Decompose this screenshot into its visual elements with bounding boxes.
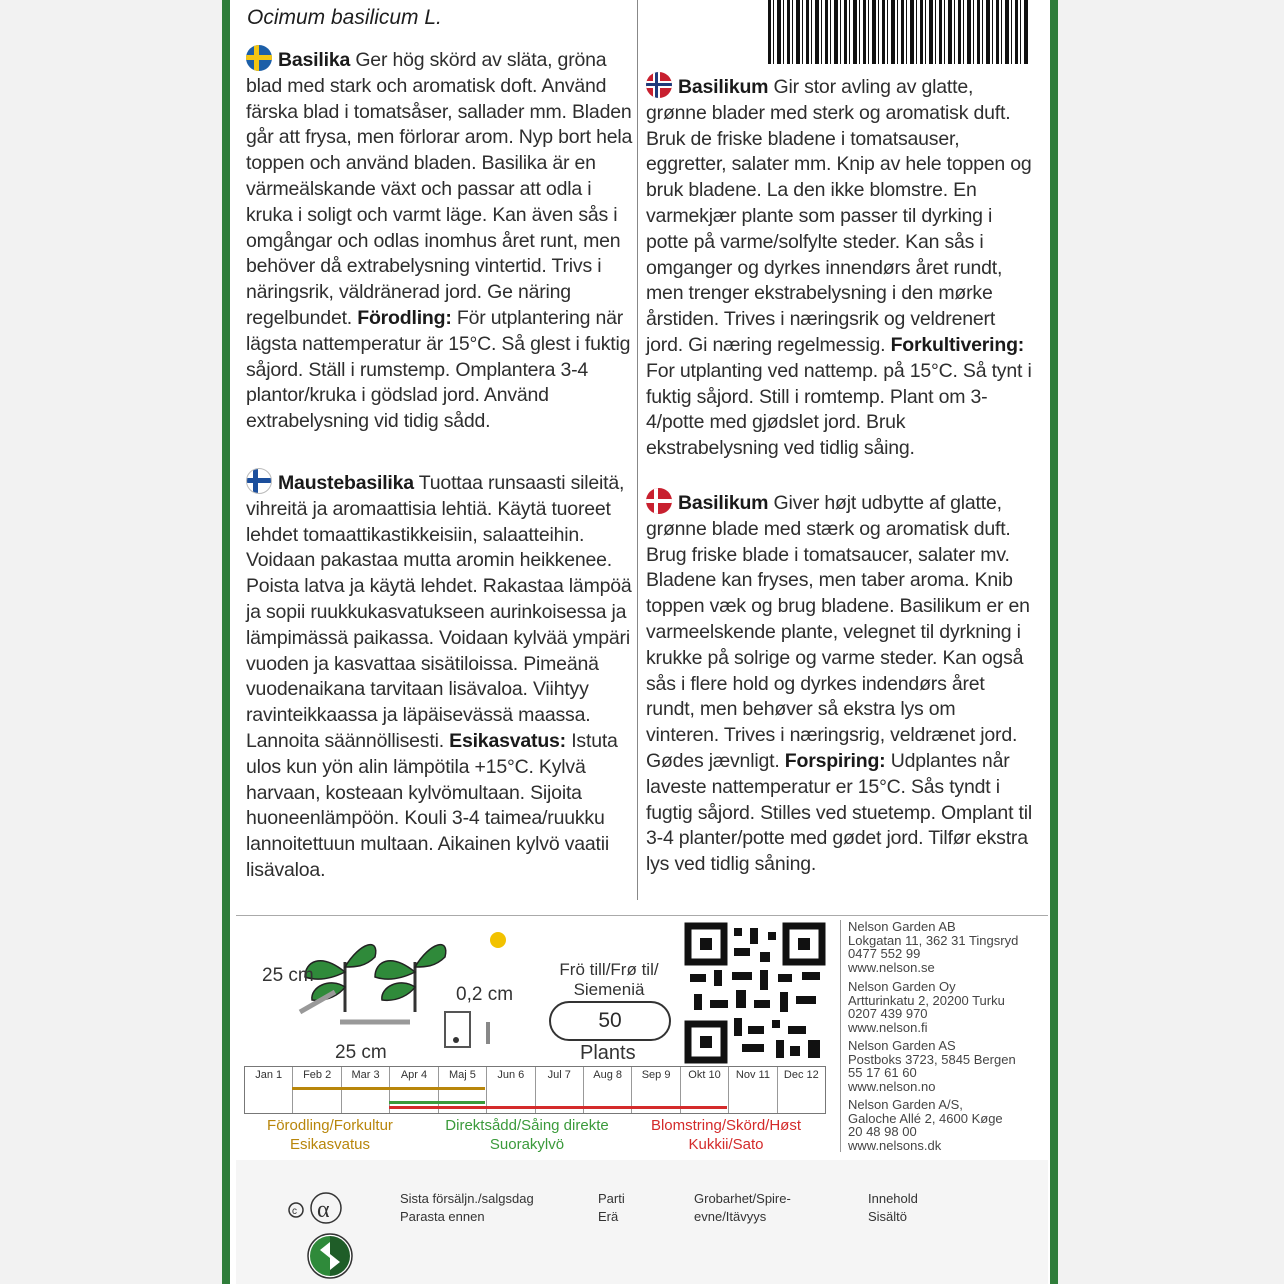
barcode: [768, 0, 1030, 64]
norwegian-section: [646, 72, 1032, 462]
content-line2: Sisältö: [868, 1209, 908, 1224]
norwegian-text: Gir stor avling av glatte, grønne blader med sterk og aromatisk duft. Bruk de friske bladene i tomatsauser, eggretter, salater mm. Knip av hele toppen og bruk bladene. La den ikke blomstre. En varmekjær plante som passer til dyrking i potte på varme/solfylte steder. Kan sås i omganger og dyrkes innendørs året rundt, men trenger ekstrabelysning i den mørke årstiden. Trives i næringsrik og veldrenert jord. Gi næring regelmessig.: [646, 76, 1032, 356]
calendar-month: Maj 5: [439, 1067, 487, 1113]
swedish-subheading: Förodling:: [357, 306, 452, 329]
contact-phone: 20 48 98 00: [848, 1124, 917, 1139]
green-dot-recycle-icon: [306, 1232, 354, 1280]
sell-by-line1: Sista försäljn./salgsdag: [400, 1191, 534, 1206]
norwegian-text-2: For utplanting ved nattemp. på 15°C. Så tynt i fuktig såjord. Still i romtemp. Plant om 3-4/potte med gjødslet jord. Bruk ekstrabelysning ved tidlig såing.: [646, 359, 1032, 460]
swedish-text: Ger hög skörd av släta, gröna blad med stark och aromatisk doft. Använd färska blad i tomatsåser, sallader mm. Bladen går att frysa, men förlorar arom. Nyp bort hela toppen och använd bladen. Basilika är en värmeälskande växt och passar att odla i kruka i soligt och varmt läge. Kan även sås i omgångar och odlas inomhus året runt, men behöver då extrabelysning vintertid. Trivs i näringsrik, väldränerad jord. Ge näring regelbundet.: [246, 49, 633, 329]
contact-web: www.nelson.fi: [848, 1019, 928, 1035]
plant-spacing: 25 cm: [335, 1042, 387, 1063]
calendar-month: Apr 4: [390, 1067, 438, 1113]
contact-web: www.nelson.no: [848, 1078, 936, 1094]
contact-phone: 55 17 61 60: [848, 1065, 917, 1080]
swedish-text-2: För utplantering när lägsta nattemperatur är 15°C. Så glest i fuktig såjord. Ställ i rumstemp. Omplantera 3-4 plantor/kruka i gödslad jord. Använd extrabelysning vid tidig sådd.: [246, 306, 631, 433]
calendar-month: Dec 12: [783, 1069, 819, 1081]
legend-indoor: [250, 1116, 410, 1154]
norwegian-title: Basilikum: [678, 76, 769, 98]
contact-separator: [840, 920, 841, 1152]
calendar-month: Mar 3: [342, 1067, 390, 1113]
swedish-section: [246, 45, 634, 435]
danish-subheading: Forspiring:: [784, 749, 886, 772]
legend-direct-line2: Suorakylvö: [489, 1136, 565, 1153]
legend-indoor-line1: Förodling/Forkultur: [267, 1117, 393, 1134]
qr-code: [684, 922, 826, 1064]
danish-text-2: Udplantes når laveste nattemperatur er 15°C. Sås tyndt i fugtig såjord. Stilles ved stuetemp. Omplant til 3-4 planter/potte med gødet jord. Tilfør ekstra lys ved tidlig såning.: [646, 749, 1032, 876]
svg-text:c: c: [292, 1206, 297, 1217]
danish-flag-icon: [646, 488, 672, 514]
contact-address: Galoche Allé 2, 4600 Køge: [848, 1110, 1003, 1126]
batch-label: [598, 1190, 625, 1226]
basil-plant-icon-2: [375, 945, 446, 1012]
copyright-alpha-icon: [286, 1190, 348, 1226]
contact-phone: 0477 552 99: [848, 946, 921, 961]
finnish-text: Tuottaa runsaasti sileitä, vihreitä ja aromaattisia lehtiä. Käytä tuoreet lehdet tomaattikastikkeisiin, salaatteihin. Voidaan pakastaa mutta aromin heikkenee. Poista latva ja käytä lehdet. Rakastaa lämpöä ja sopii ruukkukasvatukseen aurinkoisessa ja lämpimässä paikassa. Voidaan kylvää ympäri vuoden ja kasvattaa sisätiloissa. Pimeänä vuodenaikana tarvitaan lisävaloa. Viihtyy ravinteikkaassa ja läpäisevässä maassa. Lannoita säännöllisesti.: [246, 472, 632, 752]
indoor-sowing-bar: [292, 1087, 485, 1090]
batch-line1: Parti: [598, 1191, 625, 1206]
svg-text:α: α: [317, 1197, 330, 1223]
row-spacing: 25 cm: [262, 965, 314, 986]
swedish-flag-icon: [246, 45, 272, 71]
contact-name: Nelson Garden AS: [848, 1038, 956, 1053]
danish-text: Giver højt udbytte af glatte, grønne blade med stærk og aromatisk duft. Brug friske blade i tomatsaucer, salater mv. Bladene kan fryses, men taber aroma. Knib toppen væk og brug bladene. Basilikum er en varmeelskende plante, velegnet til dyrkning i krukke på solrige og varme steder. Kan også sås i flere hold og dyrkes indendørs året rundt, men behøver så ekstra lys om vinteren. Trives i næringsrig, veldrænet jord. Gødes jævnligt.: [646, 492, 1030, 772]
sell-by-line2: Parasta ennen: [400, 1209, 485, 1224]
germination-label: [694, 1190, 791, 1226]
contact-name: Nelson Garden Oy: [848, 979, 956, 994]
contact-address: Artturinkatu 2, 20200 Turku: [848, 992, 1005, 1008]
germination-line2: evne/Itävyys: [694, 1209, 767, 1224]
legend-direct-line1: Direktsådd/Såing direkte: [445, 1117, 609, 1134]
contact-no: [848, 1039, 1016, 1093]
right-green-edge: [1050, 0, 1058, 1284]
calendar-month: Okt 10: [681, 1067, 729, 1113]
calendar-month: Jan 1: [245, 1067, 293, 1113]
germination-line1: Grobarhet/Spire-: [694, 1191, 791, 1206]
legend-indoor-line2: Esikasvatus: [289, 1136, 371, 1153]
contact-name: Nelson Garden A/S,: [848, 1097, 963, 1112]
seed-label-line2: Siemeniä: [573, 980, 645, 999]
danish-title: Basilikum: [678, 492, 769, 514]
latin-name: Ocimum basilicum L.: [247, 6, 442, 29]
calendar-month: Jun 6: [487, 1067, 535, 1113]
content-line1: Innehold: [868, 1191, 918, 1206]
contact-web: www.nelsons.dk: [848, 1137, 942, 1153]
sowing-depth: 0,2 cm: [456, 984, 514, 1005]
legend-bloom-line1: Blomstring/Skörd/Høst: [650, 1117, 802, 1134]
section-separator: [236, 915, 1048, 916]
legend-bloom: [636, 1116, 816, 1154]
finnish-subheading: Esikasvatus:: [449, 729, 566, 752]
contact-address: Postboks 3723, 5845 Bergen: [848, 1051, 1016, 1067]
packet-footer: [236, 1160, 1048, 1284]
norwegian-flag-icon: [646, 72, 672, 98]
batch-line2: Erä: [598, 1209, 619, 1224]
left-green-edge: [222, 0, 230, 1284]
direct-sowing-bar: [389, 1101, 485, 1104]
legend-direct: [428, 1116, 626, 1154]
finnish-title: Maustebasilika: [278, 472, 414, 494]
danish-section: [646, 488, 1032, 878]
finnish-section: [246, 468, 634, 884]
contact-dk: [848, 1098, 1003, 1152]
finnish-flag-icon: [246, 468, 272, 494]
contact-fi: [848, 980, 1005, 1034]
contact-phone: 0207 439 970: [848, 1006, 928, 1021]
seed-unit: Plants: [580, 1042, 636, 1064]
calendar-month: Jul 7: [536, 1067, 584, 1113]
contact-web: www.nelson.se: [848, 959, 935, 975]
seed-count: 50: [549, 1001, 671, 1041]
calendar-month: Nov 11: [729, 1067, 777, 1113]
norwegian-subheading: Forkultivering:: [890, 333, 1025, 356]
content-label: [868, 1190, 918, 1226]
calendar-month: Aug 8: [584, 1067, 632, 1113]
contact-name: Nelson Garden AB: [848, 919, 956, 934]
sell-by-label: [400, 1190, 534, 1226]
sun-icon: [490, 932, 506, 948]
seed-label: [551, 960, 667, 1000]
contact-se: [848, 920, 1018, 974]
legend-bloom-line2: Kukkii/Sato: [688, 1136, 764, 1153]
column-divider: [637, 0, 638, 900]
finnish-text-2: Istuta ulos kun yön alin lämpötila +15°C. Kylvä harvaan, kosteaan kylvömultaan. Sijoita huoneenlämpöön. Kouli 3-4 taimea/ruukku lannoitettuun multaan. Aikainen kylvö vaatii lisävaloa.: [246, 729, 618, 881]
swedish-title: Basilika: [278, 49, 351, 71]
calendar-month: Sep 9: [632, 1067, 680, 1113]
contact-address: Lokgatan 11, 362 31 Tingsryd: [848, 932, 1019, 948]
seed-label-line1: Frö till/Frø til/: [559, 960, 659, 979]
calendar-month: Feb 2: [293, 1067, 341, 1113]
harvest-bar: [389, 1106, 727, 1109]
